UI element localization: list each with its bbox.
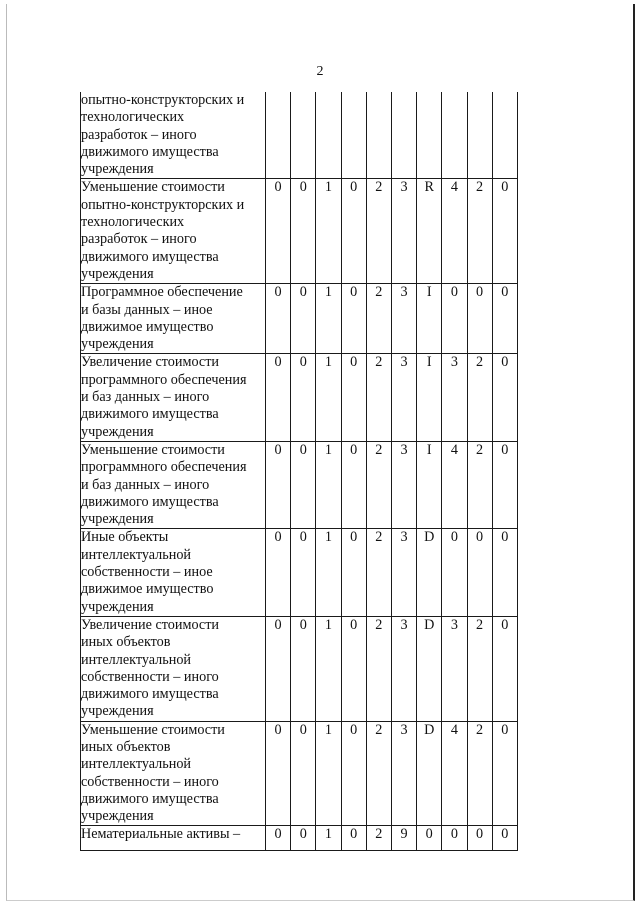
row-label-line: технологических: [81, 214, 185, 231]
code-digit-cell: 2: [366, 529, 391, 616]
code-digit-cell: 0: [266, 179, 291, 284]
row-label-line: Программное обеспечение: [81, 284, 243, 301]
row-label-line: иных объектов: [81, 634, 171, 651]
code-digit-cell: 3: [391, 721, 416, 826]
row-label-line: программного обеспечения: [81, 459, 247, 476]
code-digit-cell: 0: [266, 826, 291, 851]
code-digit-cell: 2: [467, 721, 492, 826]
code-digit-cell: 0: [266, 529, 291, 616]
code-digit-cell: 2: [467, 354, 492, 441]
row-label: [81, 826, 266, 851]
code-digit-cell: [492, 92, 517, 179]
row-label-line: опытно-конструкторских и: [81, 92, 245, 108]
table-row: [81, 92, 518, 179]
code-digit-cell: 1: [316, 616, 341, 721]
code-digit-cell: 0: [291, 826, 316, 851]
code-digit-cell: [391, 92, 416, 179]
row-label-line: движимого имущества: [81, 248, 219, 265]
row-label-line: интеллектуальной: [81, 651, 192, 668]
code-digit-cell: 0: [341, 529, 366, 616]
table-row: [81, 826, 518, 851]
page-number: 2: [316, 64, 324, 79]
code-digit-cell: [417, 92, 442, 179]
row-label-line: учреждения: [81, 511, 154, 528]
code-digit-cell: [442, 92, 467, 179]
row-label: [81, 179, 266, 284]
code-digit-cell: 0: [467, 284, 492, 354]
row-label-line: движимого имущества: [81, 790, 219, 807]
code-digit-cell: 0: [492, 616, 517, 721]
code-digit-cell: 2: [366, 441, 391, 528]
code-digit-cell: 3: [391, 284, 416, 354]
code-digit-cell: 0: [291, 179, 316, 284]
row-label-line: учреждения: [81, 265, 154, 282]
code-digit-cell: 0: [492, 529, 517, 616]
code-digit-cell: 0: [492, 721, 517, 826]
code-digit-cell: 0: [266, 441, 291, 528]
code-digit-cell: 0: [291, 616, 316, 721]
code-digit-cell: 3: [391, 354, 416, 441]
code-digit-cell: 1: [316, 441, 341, 528]
code-digit-cell: 3: [391, 179, 416, 284]
row-label-line: разработок – иного: [81, 231, 197, 248]
code-digit-cell: 2: [366, 721, 391, 826]
table-row: [81, 529, 518, 616]
code-digit-cell: I: [417, 284, 442, 354]
row-label-line: учреждения: [81, 336, 154, 353]
code-digit-cell: 2: [366, 354, 391, 441]
account-code-table: [80, 92, 518, 851]
table-row: [81, 179, 518, 284]
row-label-line: опытно-конструкторских и: [81, 196, 245, 213]
code-digit-cell: 2: [366, 616, 391, 721]
row-label-line: разработок – иного: [81, 126, 197, 143]
row-label: [81, 529, 266, 616]
code-digit-cell: 0: [341, 616, 366, 721]
code-digit-cell: 0: [341, 179, 366, 284]
code-digit-cell: 0: [442, 529, 467, 616]
row-label: [81, 721, 266, 826]
code-digit-cell: [316, 92, 341, 179]
code-digit-cell: 3: [391, 529, 416, 616]
row-label-line: и баз данных – иного: [81, 389, 210, 406]
code-digit-cell: 2: [467, 616, 492, 721]
code-digit-cell: 3: [391, 441, 416, 528]
code-digit-cell: 0: [341, 441, 366, 528]
code-digit-cell: 2: [467, 441, 492, 528]
code-digit-cell: [467, 92, 492, 179]
code-digit-cell: 0: [291, 529, 316, 616]
row-label-line: программного обеспечения: [81, 371, 247, 388]
row-label-line: учреждения: [81, 161, 154, 178]
code-digit-cell: [366, 92, 391, 179]
code-digit-cell: 2: [467, 179, 492, 284]
code-digit-cell: 0: [417, 826, 442, 851]
code-digit-cell: 0: [266, 354, 291, 441]
row-label-line: движимого имущества: [81, 686, 219, 703]
row-label-line: Иные объекты: [81, 529, 169, 546]
code-digit-cell: 4: [442, 441, 467, 528]
code-digit-cell: D: [417, 529, 442, 616]
code-digit-cell: D: [417, 721, 442, 826]
row-label-line: интеллектуальной: [81, 756, 192, 773]
code-digit-cell: 0: [291, 721, 316, 826]
code-digit-cell: 1: [316, 284, 341, 354]
code-digit-cell: 2: [366, 179, 391, 284]
row-label: [81, 616, 266, 721]
code-digit-cell: 0: [492, 354, 517, 441]
code-digit-cell: 0: [266, 721, 291, 826]
row-label-line: движимое имущество: [81, 318, 214, 335]
code-digit-cell: 0: [291, 354, 316, 441]
code-digit-cell: 0: [467, 529, 492, 616]
code-digit-cell: 3: [442, 616, 467, 721]
code-digit-cell: R: [417, 179, 442, 284]
code-digit-cell: 3: [391, 616, 416, 721]
code-digit-cell: D: [417, 616, 442, 721]
code-digit-cell: 0: [266, 284, 291, 354]
row-label-line: интеллектуальной: [81, 546, 192, 563]
table-row: [81, 354, 518, 441]
code-digit-cell: 1: [316, 354, 341, 441]
row-label-line: Уменьшение стоимости: [81, 179, 225, 196]
code-digit-cell: I: [417, 441, 442, 528]
code-digit-cell: 3: [442, 354, 467, 441]
table-row: [81, 721, 518, 826]
row-label: [81, 441, 266, 528]
table-row: [81, 616, 518, 721]
row-label-line: собственности – иное: [81, 564, 213, 581]
code-digit-cell: [291, 92, 316, 179]
row-label-line: Увеличение стоимости: [81, 616, 220, 633]
row-label: [81, 284, 266, 354]
code-digit-cell: 0: [492, 826, 517, 851]
row-label: [81, 354, 266, 441]
row-label-line: и базы данных – иное: [81, 301, 213, 318]
code-digit-cell: 0: [442, 826, 467, 851]
code-digit-cell: 0: [341, 284, 366, 354]
row-label-line: собственности – иного: [81, 668, 219, 685]
row-label-line: учреждения: [81, 703, 154, 720]
code-digit-cell: 0: [291, 284, 316, 354]
code-digit-cell: 0: [492, 441, 517, 528]
code-digit-cell: 0: [341, 826, 366, 851]
row-label-line: Нематериальные активы –: [81, 826, 241, 843]
code-digit-cell: [341, 92, 366, 179]
row-label-line: учреждения: [81, 423, 154, 440]
table-row: [81, 441, 518, 528]
code-digit-cell: 0: [492, 179, 517, 284]
row-label-line: учреждения: [81, 808, 154, 825]
code-digit-cell: 0: [492, 284, 517, 354]
code-digit-cell: 4: [442, 721, 467, 826]
row-label-line: Уменьшение стоимости: [81, 721, 225, 738]
code-digit-cell: 1: [316, 529, 341, 616]
code-digit-cell: 0: [442, 284, 467, 354]
row-label: [81, 92, 266, 179]
row-label-line: собственности – иного: [81, 773, 219, 790]
code-digit-cell: 1: [316, 826, 341, 851]
code-digit-cell: 2: [366, 826, 391, 851]
code-digit-cell: I: [417, 354, 442, 441]
code-digit-cell: 9: [391, 826, 416, 851]
row-label-line: движимого имущества: [81, 406, 219, 423]
row-label-line: технологических: [81, 109, 185, 126]
code-digit-cell: 0: [266, 616, 291, 721]
row-label-line: и баз данных – иного: [81, 476, 210, 493]
row-label-line: движимое имущество: [81, 581, 214, 598]
row-label-line: Уменьшение стоимости: [81, 441, 225, 458]
code-digit-cell: 1: [316, 179, 341, 284]
code-digit-cell: 0: [341, 721, 366, 826]
row-label-line: иных объектов: [81, 738, 171, 755]
code-digit-cell: 2: [366, 284, 391, 354]
code-digit-cell: 0: [467, 826, 492, 851]
code-digit-cell: 4: [442, 179, 467, 284]
row-label-line: движимого имущества: [81, 143, 219, 160]
code-digit-cell: 0: [291, 441, 316, 528]
code-digit-cell: [266, 92, 291, 179]
code-digit-cell: 1: [316, 721, 341, 826]
table-row: [81, 284, 518, 354]
row-label-line: движимого имущества: [81, 493, 219, 510]
code-digit-cell: 0: [341, 354, 366, 441]
row-label-line: учреждения: [81, 598, 154, 615]
row-label-line: Увеличение стоимости: [81, 354, 220, 371]
